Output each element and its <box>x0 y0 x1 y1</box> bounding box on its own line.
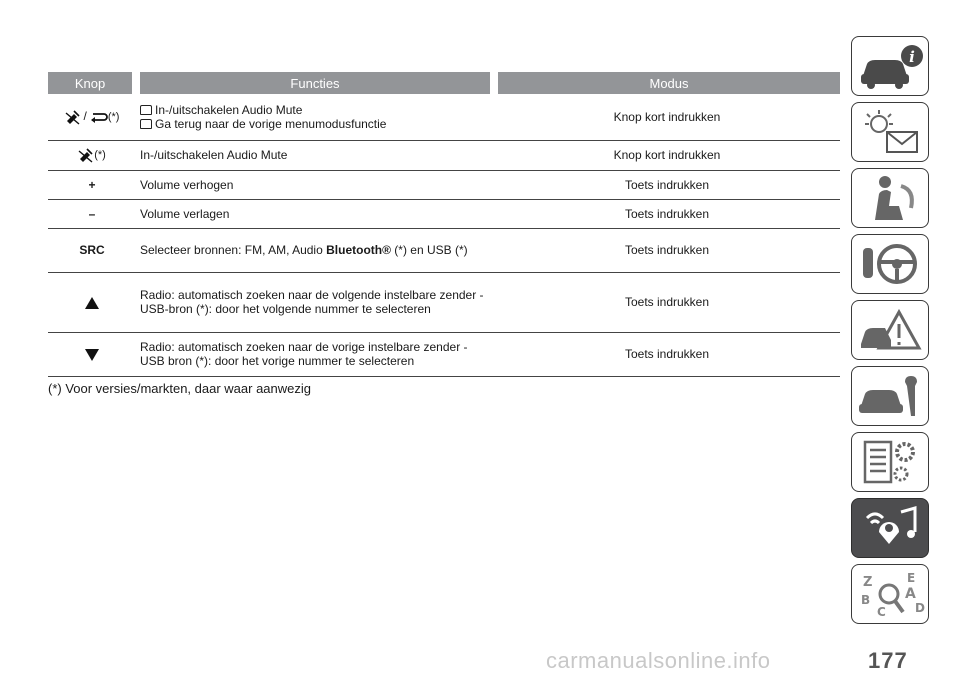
chapter-tab-index[interactable] <box>851 564 929 624</box>
mute-icon <box>65 109 81 125</box>
footnote: (*) Voor versies/markten, daar waar aanwezig <box>48 381 312 396</box>
table-row <box>48 332 840 376</box>
knop-cell: SRC <box>48 228 136 272</box>
key-steering-wheel-icon <box>855 238 925 290</box>
car-info-icon <box>855 40 925 92</box>
chapter-tab-warnings[interactable] <box>851 102 929 162</box>
functie-text: (*) en USB (*) <box>390 243 468 257</box>
mute-icon-small <box>140 105 152 115</box>
functie-line-text: Ga terug naar de vorige menumodusfunctie <box>155 116 387 131</box>
seat-airbag-icon <box>855 172 925 224</box>
chapter-tab-technical-data[interactable] <box>851 432 929 492</box>
chapter-tab-emergency[interactable] <box>851 300 929 360</box>
knop-cell <box>48 94 136 140</box>
knop-note: (*) <box>94 149 106 161</box>
table-header-row <box>48 72 840 94</box>
functie-cell <box>136 94 494 140</box>
knop-separator: / <box>83 108 87 123</box>
table-row <box>48 272 840 332</box>
triangle-down-icon <box>85 349 99 361</box>
back-arrow-icon <box>90 111 108 123</box>
modus-cell: Toets indrukken <box>494 228 840 272</box>
svg-text:C: C <box>877 605 886 619</box>
checklist-gear-icon <box>855 436 925 488</box>
header-functies: Functies <box>136 72 494 94</box>
car-crash-warning-icon <box>855 304 925 356</box>
header-modus: Modus <box>494 72 840 94</box>
triangle-up-icon <box>85 297 99 309</box>
functie-cell: Volume verlagen <box>136 199 494 228</box>
functie-cell: In-/uitschakelen Audio Mute <box>136 140 494 170</box>
table-row <box>48 228 840 272</box>
svg-text:i: i <box>909 48 915 66</box>
functie-line <box>140 117 490 131</box>
svg-text:Z: Z <box>863 575 873 590</box>
svg-text:B: B <box>861 593 871 607</box>
modus-cell: Knop kort indrukken <box>494 94 840 140</box>
knop-note: (*) <box>107 110 120 123</box>
functie-cell: Volume verhogen <box>136 170 494 199</box>
warning-light-envelope-icon <box>855 106 925 158</box>
mute-icon <box>78 147 94 163</box>
modus-cell: Toets indrukken <box>494 332 840 376</box>
chapter-tab-dashboard[interactable] <box>851 36 929 96</box>
functie-bold-text: Bluetooth® <box>326 243 391 257</box>
modus-cell: Toets indrukken <box>494 199 840 228</box>
functie-cell <box>136 228 494 272</box>
functie-cell: Radio: automatisch zoeken naar de vorige instelbare zender - USB bron (*): door het vorige nummer te selecteren <box>136 332 494 376</box>
modus-cell: Toets indrukken <box>494 272 840 332</box>
svg-text:A: A <box>905 586 916 602</box>
functie-line-text: In-/uitschakelen Audio Mute <box>155 102 303 117</box>
controls-table <box>48 72 840 377</box>
chapter-tab-maintenance[interactable] <box>851 366 929 426</box>
table-row <box>48 140 840 170</box>
modus-cell: Toets indrukken <box>494 170 840 199</box>
chapter-sidebar <box>851 36 931 630</box>
functie-cell: Radio: automatisch zoeken naar de volgende instelbare zender - USB-bron (*): door het volgende nummer te selecteren <box>136 272 494 332</box>
functie-text: Selecteer bronnen: FM, AM, Audio <box>140 243 327 257</box>
back-icon-small <box>140 119 152 129</box>
knop-cell: + <box>48 170 136 199</box>
multimedia-note-icon <box>855 502 925 554</box>
alphabet-index-icon <box>855 568 925 620</box>
svg-text:D: D <box>915 601 925 615</box>
table-row <box>48 199 840 228</box>
car-wrench-icon <box>855 370 925 422</box>
page-number: 177 <box>868 648 908 673</box>
header-knop: Knop <box>48 72 136 94</box>
functie-line <box>140 103 490 117</box>
modus-cell: Knop kort indrukken <box>494 140 840 170</box>
table-row <box>48 94 840 140</box>
knop-cell <box>48 140 136 170</box>
chapter-tab-multimedia[interactable] <box>851 498 929 558</box>
chapter-tab-starting[interactable] <box>851 234 929 294</box>
knop-cell: – <box>48 199 136 228</box>
chapter-tab-safety[interactable] <box>851 168 929 228</box>
svg-text:E: E <box>907 571 916 585</box>
table-row <box>48 170 840 199</box>
knop-cell <box>48 332 136 376</box>
watermark: carmanualsonline.info <box>546 648 771 673</box>
knop-cell <box>48 272 136 332</box>
